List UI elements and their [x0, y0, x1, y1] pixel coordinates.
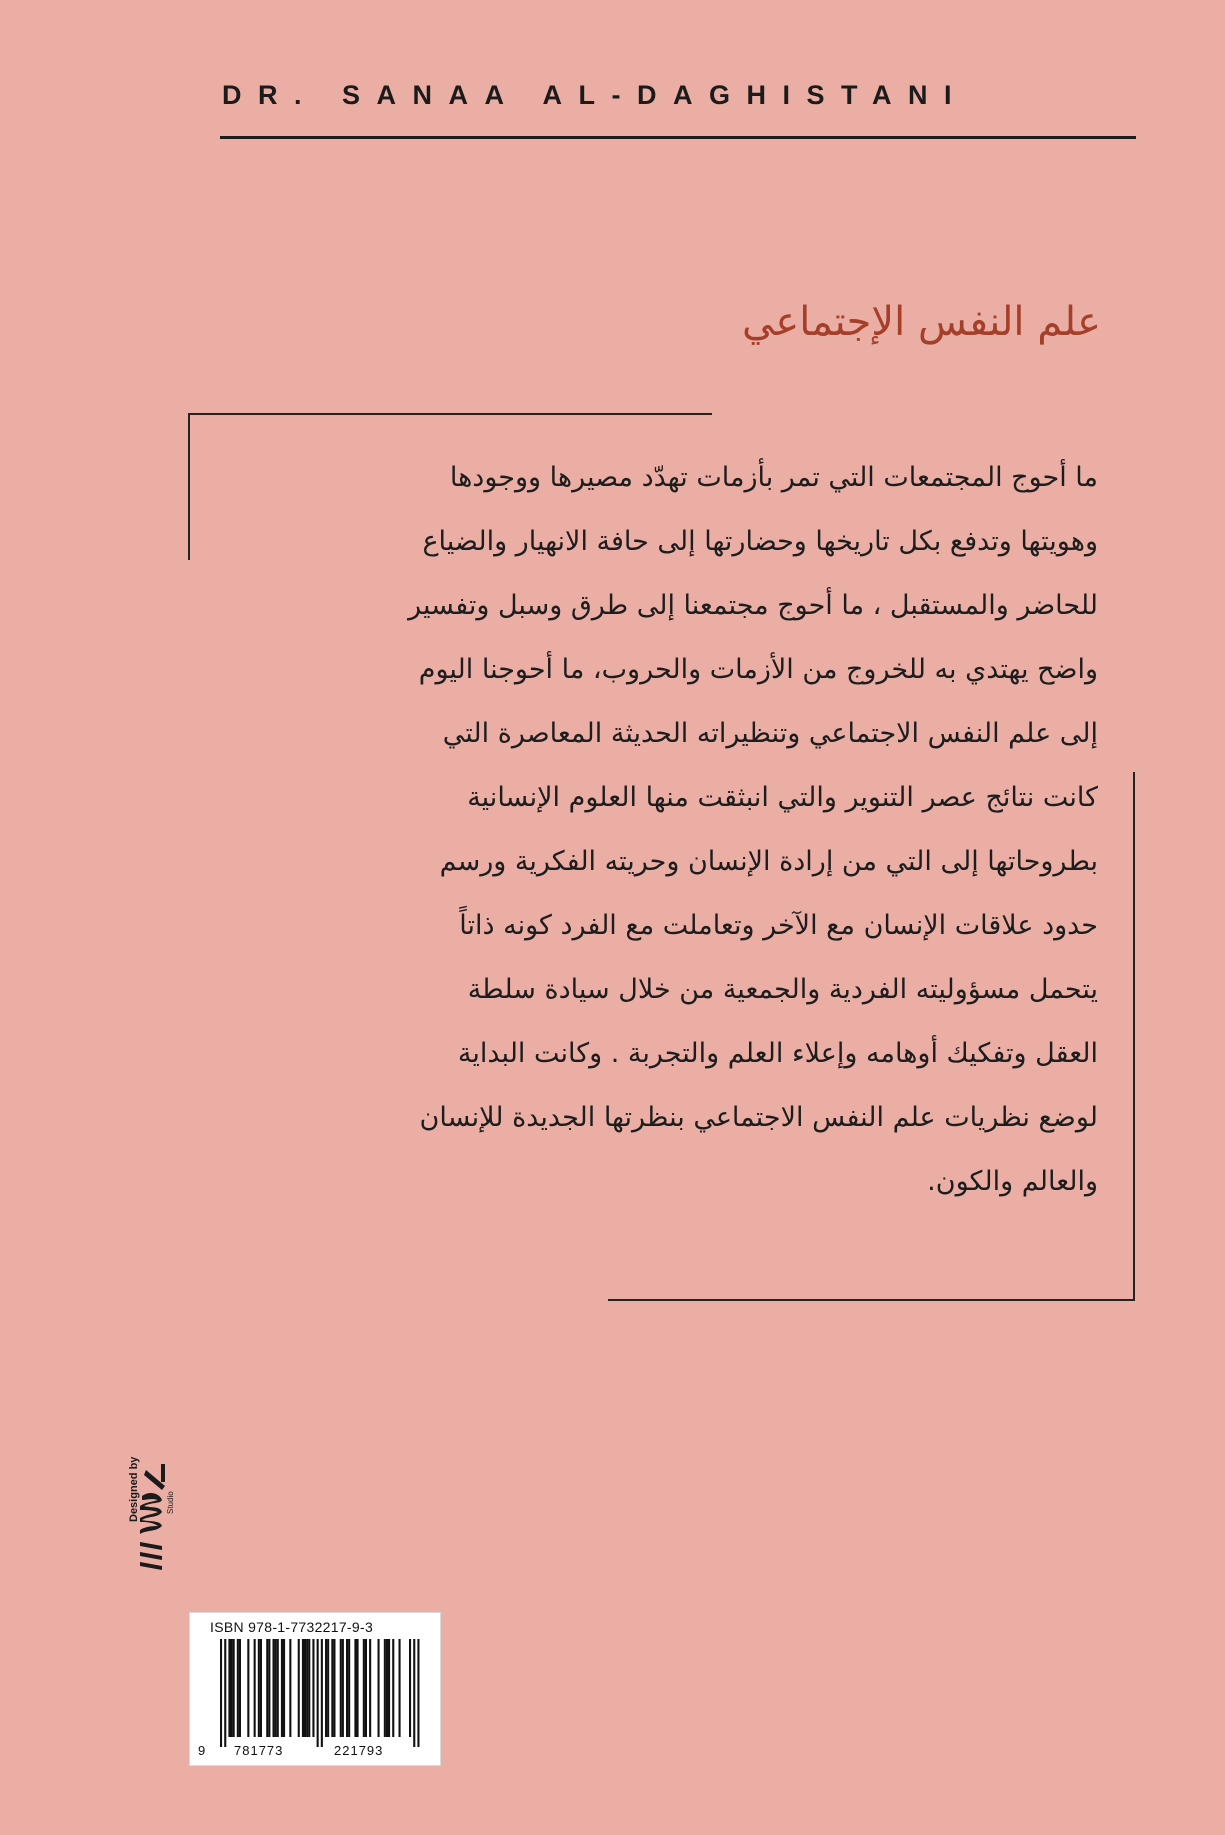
barcode-bar	[386, 1639, 388, 1737]
designed-by-label: Designed by	[128, 1456, 140, 1522]
blurb-line: وهويتها وتدفع بكل تاريخها وحضارتها إلى حافة الانهيار والضياع	[422, 526, 1098, 557]
barcode-bar	[277, 1639, 279, 1737]
barcode-bar	[306, 1639, 308, 1737]
barcode-bar	[384, 1639, 386, 1737]
barcode-bar	[239, 1639, 241, 1737]
frame-top-line	[188, 413, 712, 415]
barcode-bar	[409, 1639, 411, 1737]
barcode-bar	[247, 1639, 249, 1737]
blurb-line: يتحمل مسؤوليته الفردية والجمعية من خلال سيادة سلطة	[467, 974, 1098, 1005]
barcode-icon	[210, 1639, 422, 1751]
barcode-bar	[417, 1639, 419, 1747]
barcode-bar	[325, 1639, 327, 1737]
barcode-bar	[228, 1639, 230, 1737]
blurb-line: إلى علم النفس الاجتماعي وتنظيراته الحديثة المعاصرة التي	[442, 718, 1098, 749]
barcode-bar	[302, 1639, 304, 1737]
barcode-bar	[260, 1639, 262, 1737]
barcode-bar	[369, 1639, 371, 1737]
barcode-bar	[275, 1639, 277, 1737]
barcode-bar	[268, 1639, 270, 1737]
barcode-bar	[312, 1639, 314, 1737]
barcode-bar	[357, 1639, 359, 1737]
barcode-bar	[388, 1639, 390, 1737]
barcode-bar	[273, 1639, 275, 1737]
barcode-bar	[399, 1639, 401, 1737]
barcode-bar	[266, 1639, 268, 1737]
barcode-digit-first: 9	[198, 1743, 206, 1758]
barcode-bar	[321, 1639, 323, 1747]
barcode-bar	[365, 1639, 367, 1737]
barcode-bar	[258, 1639, 260, 1737]
barcode-bar	[340, 1639, 342, 1737]
barcode-bar	[304, 1639, 306, 1737]
barcode-bar	[363, 1639, 365, 1737]
barcode-bar	[281, 1639, 283, 1737]
barcode-bar	[298, 1639, 300, 1737]
barcode-bar	[220, 1639, 222, 1747]
barcode-bar	[231, 1639, 233, 1737]
designer-credit	[108, 1456, 188, 1580]
author-underline	[220, 136, 1136, 139]
blurb-line: كانت نتائج عصر التنوير والتي انبثقت منها العلوم الإنسانية	[467, 782, 1098, 813]
frame-bottom-line	[608, 1299, 1135, 1301]
barcode-digits-right: 221793	[334, 1743, 384, 1758]
barcode-bar	[342, 1639, 344, 1737]
blurb-line: حدود علاقات الإنسان مع الآخر وتعاملت مع الفرد كونه ذاتاً	[459, 910, 1098, 941]
barcode-bar	[327, 1639, 329, 1737]
barcode-bar	[317, 1639, 319, 1747]
barcode-bar	[224, 1639, 226, 1747]
frame-left-line	[188, 413, 190, 560]
studio-label: Studio	[166, 1491, 175, 1514]
barcode-bar	[378, 1639, 380, 1737]
barcode-digits-left: 781773	[234, 1743, 284, 1758]
blurb-line: ما أحوج المجتمعات التي تمر بأزمات تهدّد مصيرها ووجودها	[449, 462, 1098, 493]
barcode-bar	[289, 1639, 291, 1737]
frame-right-line	[1133, 772, 1135, 1301]
isbn-text: ISBN 978-1-7732217-9-3	[210, 1619, 374, 1635]
blurb-line: العقل وتفكيك أوهامه وإعلاء العلم والتجربة . وكانت البداية	[457, 1038, 1098, 1069]
blurb-text	[250, 446, 1098, 1214]
book-title: علم النفس الإجتماعي	[741, 299, 1101, 345]
blurb-line: بطروحاتها إلى التي من إرادة الإنسان وحريته الفكرية ورسم	[439, 846, 1098, 877]
barcode-bar	[354, 1639, 356, 1737]
barcode-bar	[392, 1639, 394, 1737]
barcode-bar	[413, 1639, 415, 1747]
barcode-bar	[346, 1639, 348, 1737]
barcode-bar	[331, 1639, 333, 1737]
barcode-bar	[283, 1639, 285, 1737]
blurb-line: والعالم والكون.	[927, 1166, 1098, 1197]
blurb-line: لوضع نظريات علم النفس الاجتماعي بنظرتها الجديدة للإنسان	[419, 1102, 1098, 1133]
barcode-bar	[233, 1639, 235, 1737]
barcode-bar	[348, 1639, 350, 1737]
barcode-bar	[237, 1639, 239, 1737]
blurb-line: للحاضر والمستقبل ، ما أحوج مجتمعنا إلى طرق وسبل وتفسير	[408, 590, 1098, 621]
barcode-bar	[254, 1639, 256, 1737]
barcode-bar	[308, 1639, 310, 1737]
blurb-line: واضح يهتدي به للخروج من الأزمات والحروب، ما أحوجنا اليوم	[418, 654, 1098, 685]
barcode-bar	[333, 1639, 335, 1737]
author-name: DR. SANAA AL-DAGHISTANI	[222, 80, 968, 110]
barcode-label	[189, 1612, 441, 1766]
